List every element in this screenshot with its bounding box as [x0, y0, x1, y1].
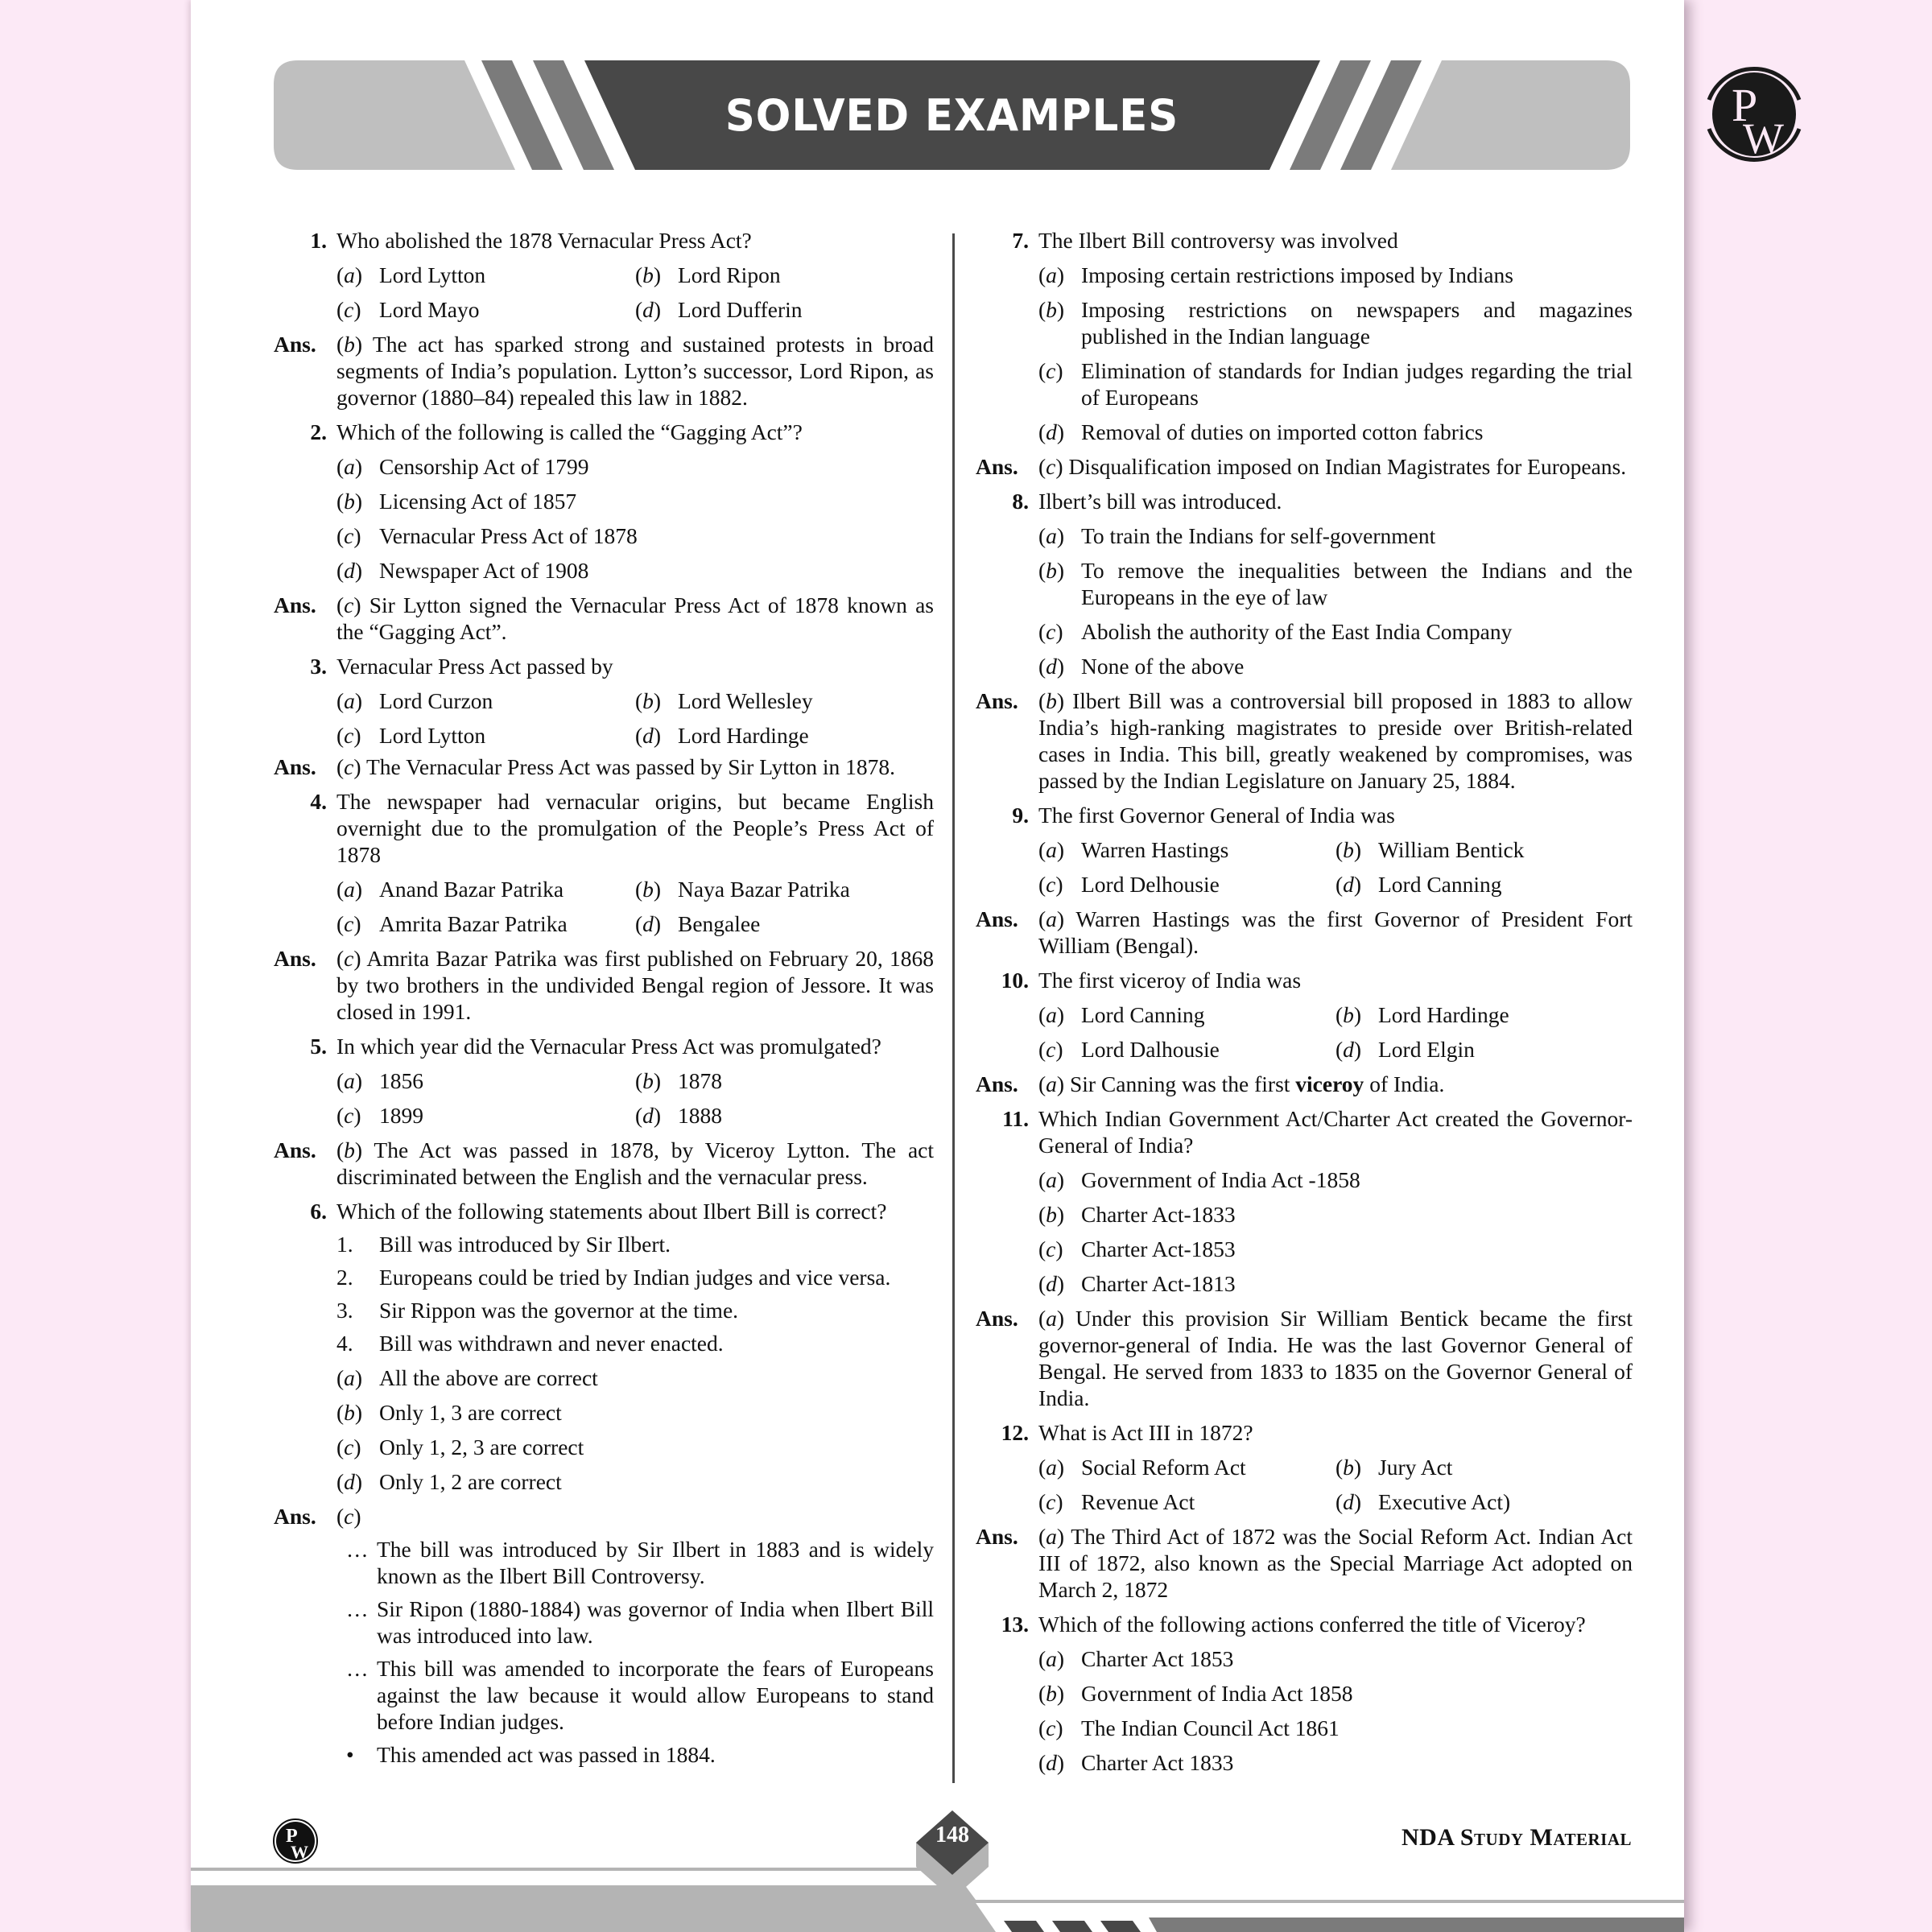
question-number: 5.: [310, 1034, 327, 1059]
footer-title: NDA Study Material: [1402, 1824, 1632, 1851]
question-13: [976, 1611, 1633, 1776]
option-b: (b) To remove the inequalities between the Indians and the Europeans in the eye of law: [1038, 558, 1633, 609]
option-c: (c) Charter Act-1853: [1038, 1236, 1236, 1261]
option-b: (b) Imposing restrictions on newspapers and magazines published in the Indian language: [1038, 297, 1633, 349]
answer: Ans. (a) The Third Act of 1872 was the Social Reform Act. Indian Act III of 1872, also known as the Special Marriage Act adopted on March 2, 1872: [976, 1524, 1633, 1602]
option-d: (d) Bengalee: [635, 911, 761, 936]
svg-text:P: P: [286, 1826, 298, 1847]
question-6: [274, 1198, 934, 1768]
answer-explanation: [274, 1536, 934, 1768]
question-number: 9.: [1012, 803, 1029, 828]
explanation-item: • This amended act was passed in 1884.: [346, 1742, 716, 1767]
answer: Ans. (b) The act has sparked strong and sustained protests in broad segments of India’s population. Lytton’s successor, Lord Ripon, as governor (1880–84) repealed this law in 1882.: [274, 332, 934, 410]
question-number: 3.: [310, 654, 327, 679]
question-8: [976, 488, 1633, 794]
question-number: 4.: [310, 789, 327, 814]
question-text: Which of the following statements about Ilbert Bill is correct?: [336, 1199, 887, 1224]
pw-logo-icon: [272, 1818, 319, 1864]
option-d: (d) Charter Act 1833: [1038, 1750, 1234, 1775]
column-divider: [952, 233, 955, 1783]
question-5: [274, 1033, 934, 1190]
explanation-item: … Sir Ripon (1880-1884) was governor of India when Ilbert Bill was introduced into law.: [346, 1596, 934, 1648]
option-a: (a) To train the Indians for self-government: [1038, 523, 1436, 548]
option-a: (a) Social Reform Act: [1038, 1455, 1246, 1480]
left-column: [274, 227, 934, 1768]
question-text: What is Act III in 1872?: [1038, 1420, 1253, 1445]
question-text: Vernacular Press Act passed by: [336, 654, 613, 679]
section-header-banner: [274, 60, 1630, 170]
question-number: 6.: [310, 1199, 327, 1224]
question-7: [976, 227, 1633, 480]
option-b: (b) Licensing Act of 1857: [336, 489, 577, 514]
option-b: (b) Naya Bazar Patrika: [635, 877, 850, 902]
option-d: (d) Lord Dufferin: [635, 297, 803, 322]
question-4: [274, 788, 934, 1025]
question-number: 1.: [310, 228, 327, 253]
option-d: (d) 1888: [635, 1103, 722, 1128]
option-b: (b) William Bentick: [1335, 837, 1525, 862]
svg-text:P: P: [1732, 79, 1758, 131]
answer: Ans. (b) Ilbert Bill was a controversial bill proposed in 1883 to allow India’s high-ranking magistrates to preside over British-related cases in India. This bill, greatly weakened by compromises, was passed by the Indian Legislature on January 25, 1884.: [976, 688, 1633, 793]
statement-2: 2. Europeans could be tried by Indian judges and vice versa.: [336, 1265, 891, 1290]
option-d: (d) Charter Act-1813: [1038, 1271, 1236, 1296]
question-number: 2.: [310, 419, 327, 444]
option-b: (b) Government of India Act 1858: [1038, 1681, 1353, 1706]
answer: Ans. (a) Sir Canning was the first viceroy of India.: [976, 1071, 1445, 1096]
option-c: (c) Amrita Bazar Patrika: [336, 911, 568, 936]
answer: Ans. (c) The Vernacular Press Act was passed by Sir Lytton in 1878.: [274, 754, 896, 779]
option-d: (d) Only 1, 2 are correct: [336, 1469, 562, 1494]
option-a: (a) Censorship Act of 1799: [336, 454, 589, 479]
option-c: (c) Revenue Act: [1038, 1489, 1195, 1514]
question-text: The Ilbert Bill controversy was involved: [1038, 228, 1398, 253]
page-title: SOLVED EXAMPLES: [724, 89, 1179, 141]
option-b: (b) Jury Act: [1335, 1455, 1453, 1480]
option-d: (d) Lord Hardinge: [635, 723, 809, 748]
statement-1: 1. Bill was introduced by Sir Ilbert.: [336, 1232, 671, 1257]
explanation-item: … This bill was amended to incorporate the fears of Europeans against the law because it would allow Europeans to stand before Indian judges.: [346, 1656, 934, 1734]
question-number: 11.: [1002, 1106, 1029, 1131]
answer: Ans. (c) Sir Lytton signed the Vernacular Press Act of 1878 known as the “Gagging Act”.: [274, 592, 934, 644]
question-number: 10.: [1001, 968, 1029, 993]
option-d: (d) None of the above: [1038, 654, 1245, 679]
option-d: (d) Removal of duties on imported cotton fabrics: [1038, 419, 1484, 444]
option-a: (a) Government of India Act -1858: [1038, 1167, 1360, 1192]
option-c: (c) Only 1, 2, 3 are correct: [336, 1435, 584, 1459]
svg-text:W: W: [1743, 114, 1784, 163]
document-page: [191, 0, 1784, 1932]
statement-3: 3. Sir Rippon was the governor at the time.: [336, 1298, 739, 1323]
right-column: [976, 227, 1633, 1776]
option-c: (c) The Indian Council Act 1861: [1038, 1715, 1340, 1740]
option-b: (b) Lord Hardinge: [1335, 1002, 1509, 1027]
question-11: [976, 1105, 1633, 1411]
option-a: (a) Lord Canning: [1038, 1002, 1205, 1027]
page-number: 148: [935, 1823, 969, 1847]
option-d: (d) Lord Canning: [1335, 872, 1502, 897]
explanation-item: … The bill was introduced by Sir Ilbert in 1883 and is widely known as the Ilbert Bill Controversy.: [346, 1537, 934, 1588]
question-text: Which of the following actions conferred the title of Viceroy?: [1038, 1612, 1586, 1637]
option-c: (c) Vernacular Press Act of 1878: [336, 523, 638, 548]
option-c: (c) Lord Mayo: [336, 297, 480, 322]
option-a: (a) Imposing certain restrictions imposed by Indians: [1038, 262, 1513, 287]
answer: Ans. (b) The Act was passed in 1878, by Viceroy Lytton. The act discriminated between the English and the vernacular press.: [274, 1137, 934, 1189]
question-number: 7.: [1012, 228, 1029, 253]
question-text: Which of the following is called the “Gagging Act”?: [336, 419, 803, 444]
question-text: The first viceroy of India was: [1038, 968, 1302, 993]
question-1: [274, 227, 934, 411]
question-number: 12.: [1001, 1420, 1029, 1445]
answer: Ans. (c): [274, 1504, 361, 1529]
question-10: [976, 967, 1633, 1097]
question-text: In which year did the Vernacular Press Act was promulgated?: [336, 1034, 881, 1059]
question-12: [976, 1419, 1633, 1603]
option-d: (d) Newspaper Act of 1908: [336, 558, 589, 583]
question-number: 8.: [1012, 489, 1029, 514]
answer: Ans. (a) Warren Hastings was the first Governor of President Fort William (Bengal).: [976, 906, 1633, 958]
question-2: [274, 419, 934, 645]
question-text: Who abolished the 1878 Vernacular Press Act?: [336, 228, 752, 253]
option-b: (b) Charter Act-1833: [1038, 1202, 1236, 1227]
option-c: (c) Lord Lytton: [336, 723, 486, 748]
option-b: (b) Lord Wellesley: [635, 688, 813, 713]
question-3: [274, 653, 934, 780]
question-text: Ilbert’s bill was introduced.: [1038, 489, 1282, 514]
question-number: 13.: [1001, 1612, 1029, 1637]
option-c: (c) Elimination of standards for Indian judges regarding the trial of Europeans: [1038, 358, 1633, 410]
answer: Ans. (c) Disqualification imposed on Indian Magistrates for Europeans.: [976, 454, 1627, 479]
question-text: The newspaper had vernacular origins, but became English overnight due to the promulgation of the People’s Press Act of 1878: [336, 789, 934, 867]
option-a: (a) Lord Curzon: [336, 688, 493, 713]
answer: Ans. (a) Under this provision Sir William Bentick became the first governor-general of India. He was the last Governor General of Bengal. He served from 1833 to 1835 on the Governor General of India.: [976, 1306, 1633, 1410]
statement-4: 4. Bill was withdrawn and never enacted.: [336, 1331, 724, 1356]
option-a: (a) Warren Hastings: [1038, 837, 1229, 862]
option-a: (a) Lord Lytton: [336, 262, 486, 287]
option-c: (c) Lord Dalhousie: [1038, 1037, 1220, 1062]
question-text: Which Indian Government Act/Charter Act created the Governor-General of India?: [1038, 1106, 1633, 1158]
option-d: (d) Executive Act): [1335, 1489, 1511, 1514]
question-9: [976, 802, 1633, 959]
option-a: (a) Anand Bazar Patrika: [336, 877, 564, 902]
option-d: (d) Lord Elgin: [1335, 1037, 1475, 1062]
option-c: (c) Lord Delhousie: [1038, 872, 1220, 897]
option-a: (a) Charter Act 1853: [1038, 1646, 1234, 1671]
option-b: (b) Lord Ripon: [635, 262, 781, 287]
option-c: (c) 1899: [336, 1103, 423, 1128]
option-c: (c) Abolish the authority of the East India Company: [1038, 619, 1513, 644]
option-b: (b) 1878: [635, 1068, 722, 1093]
option-a: (a) 1856: [336, 1068, 423, 1093]
question-text: The first Governor General of India was: [1038, 803, 1395, 828]
option-a: (a) All the above are correct: [336, 1365, 598, 1390]
option-b: (b) Only 1, 3 are correct: [336, 1400, 562, 1425]
svg-text:W: W: [291, 1842, 308, 1862]
pw-logo-icon: [1698, 58, 1810, 171]
answer: Ans. (c) Amrita Bazar Patrika was first published on February 20, 1868 by two brothers in the undivided Bengal region of Jessore. It was closed in 1991.: [274, 946, 934, 1024]
